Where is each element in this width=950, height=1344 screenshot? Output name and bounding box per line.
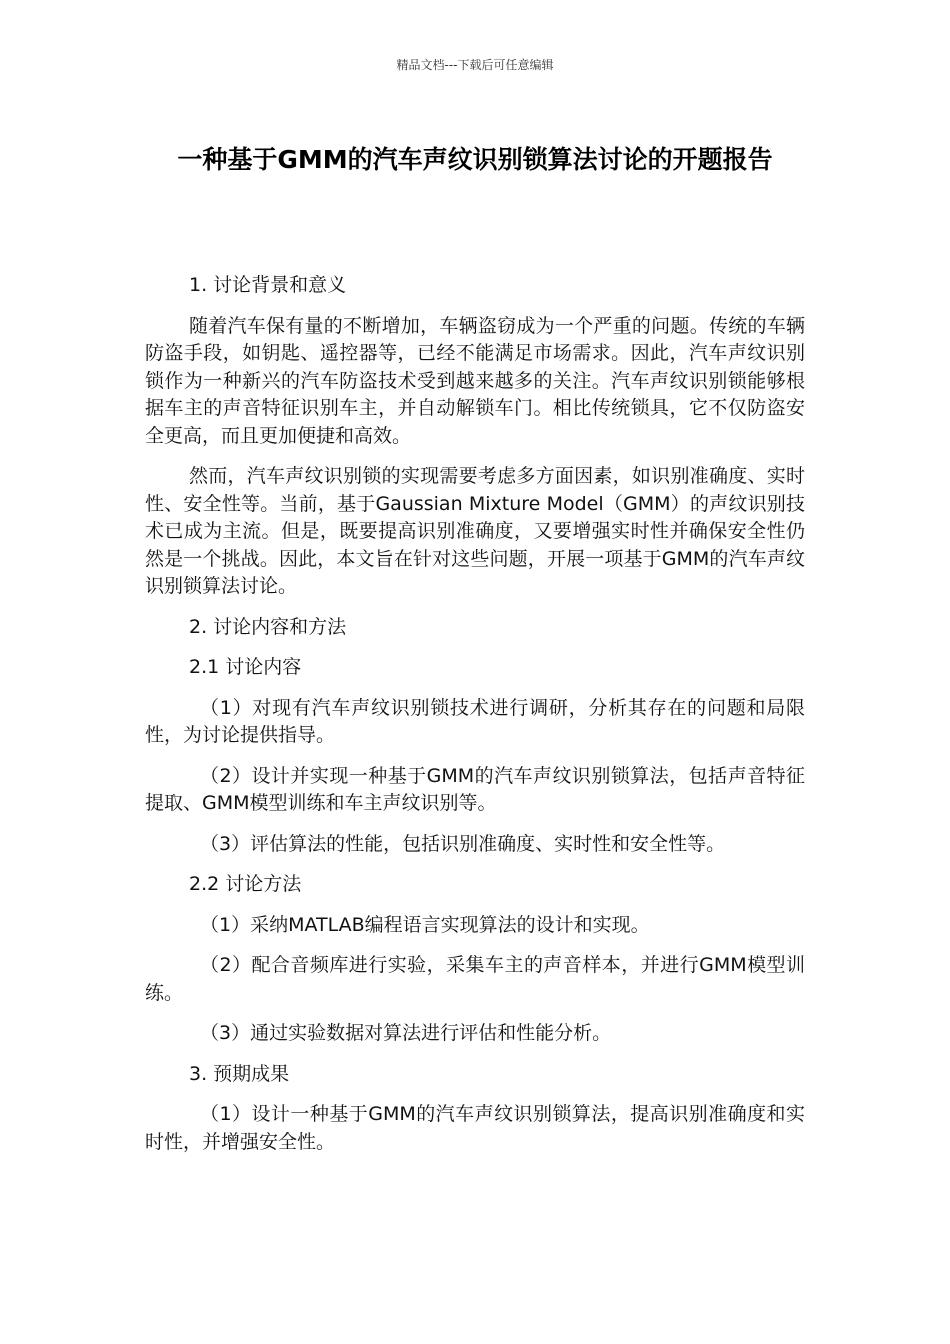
document-title: 一种基于GMM的汽车声纹识别锁算法讨论的开题报告	[177, 145, 773, 174]
section-2-2-item-1: （1）采纳MATLAB编程语言实现算法的设计和实现。	[200, 913, 650, 936]
section-2-2-item-3: （3）通过实验数据对算法进行评估和性能分析。	[200, 1022, 612, 1044]
section-1-heading: 1. 讨论背景和意义	[189, 274, 347, 296]
section-2-1-heading: 2.1 讨论内容	[189, 656, 302, 678]
section-2-2-item-2: （2）配合音频库进行实验，采集车主的声音样本，并进行GMM模型训练。	[145, 954, 805, 1004]
section-2-1-item-2: （2）设计并实现一种基于GMM的汽车声纹识别锁算法，包括声音特征提取、GMM模型训练和车主声纹识别等。	[145, 764, 805, 814]
section-2-2-heading: 2.2 讨论方法	[189, 873, 302, 895]
section-1-paragraph-2: 然而，汽车声纹识别锁的实现需要考虑多方面因素，如识别准确度、实时性、安全性等。当前，基于Gaussian Mixture Model（GMM）的声纹识别技术已成为主流。但是，既要提高识别准确度，又要增强实时性并确保安全性仍然是一个挑战。因此，本文旨在针对这些问题，开展一项基于GMM的汽车声纹识别锁算法讨论。	[145, 465, 805, 597]
section-2-1-item-1: （1）对现有汽车声纹识别锁技术进行调研，分析其存在的问题和局限性，为讨论提供指导。	[145, 696, 805, 746]
document-body	[145, 272, 805, 1169]
section-3-item-1: （1）设计一种基于GMM的汽车声纹识别锁算法，提高识别准确度和实时性，并增强安全性。	[145, 1103, 805, 1153]
section-2-1-item-3: （3）评估算法的性能，包括识别准确度、实时性和安全性等。	[200, 832, 726, 855]
header-note: 精品文档---下载后可任意编辑	[396, 58, 554, 72]
section-3-heading: 3. 预期成果	[189, 1062, 290, 1085]
section-1-paragraph-1: 随着汽车保有量的不断增加，车辆盗窃成为一个严重的问题。传统的车辆防盗手段，如钥匙、遥控器等，已经不能满足市场需求。因此，汽车声纹识别锁作为一种新兴的汽车防盗技术受到越来越多的关注。汽车声纹识别锁能够根据车主的声音特征识别车主，并自动解锁车门。相比传统锁具，它不仅防盗安全更高，而且更加便捷和高效。	[145, 314, 805, 447]
section-2-heading: 2. 讨论内容和方法	[189, 615, 347, 638]
